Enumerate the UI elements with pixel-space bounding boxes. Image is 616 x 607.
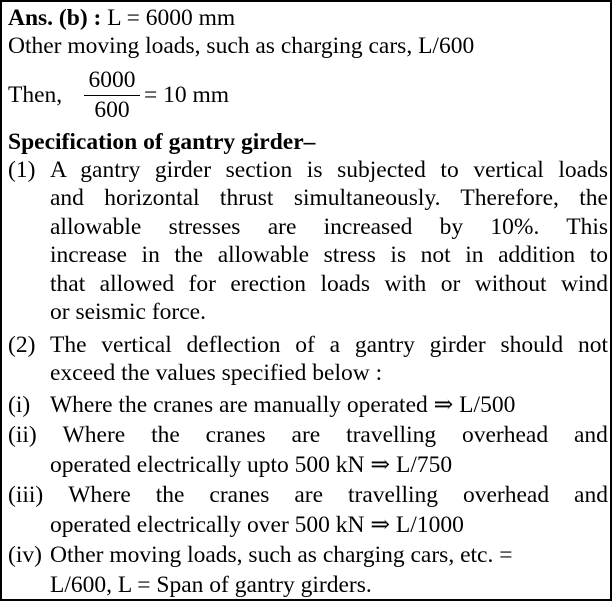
item-line: that allowed for erection loads with or without wind <box>50 270 608 297</box>
fraction-numerator: 6000 <box>88 67 136 93</box>
item-line-last: exceed the values specified below : <box>50 360 383 387</box>
item-line: The vertical deflection of a gantry girder should not <box>50 332 608 358</box>
subitem-line <box>8 421 608 449</box>
fraction <box>84 66 140 124</box>
subitem-ii <box>8 421 608 449</box>
word: travelling <box>346 422 437 448</box>
word: cranes <box>209 482 270 508</box>
answer-value: L = 6000 mm <box>107 5 236 31</box>
spec-item-2 <box>8 331 608 388</box>
subitem-text: Where the cranes are manually operated ⇒ L/500 <box>50 392 516 418</box>
item-line: increase in the allowable stress is not in addition to <box>50 242 608 269</box>
word: cranes <box>205 422 266 448</box>
item-line: and horizontal thrust simultaneously. Therefore, the <box>50 185 608 212</box>
word: the <box>155 482 185 508</box>
subitem-iv-line2: L/600, L = Span of gantry girders. <box>50 572 372 598</box>
calc-result: = 10 mm <box>144 82 230 108</box>
word: the <box>151 422 180 448</box>
fraction-denominator: 600 <box>94 97 130 123</box>
item-label: (2) <box>8 332 36 358</box>
word: Where <box>62 422 126 448</box>
subitem-label: (ii) <box>8 422 37 448</box>
other-loads-line: Other moving loads, such as charging cars, L/600 <box>8 33 475 59</box>
word: overhead <box>461 422 549 448</box>
subitem-label: (iv) <box>8 542 42 568</box>
subitem-label: (i) <box>8 392 31 418</box>
word: travelling <box>347 482 439 508</box>
subitem-i <box>8 391 608 419</box>
item-label: (1) <box>8 157 36 183</box>
word: and <box>574 482 608 508</box>
subitem-iii <box>8 481 608 509</box>
word: overhead <box>462 482 550 508</box>
answer-line <box>8 4 235 32</box>
subitem-line <box>8 481 608 509</box>
word: are <box>291 422 321 448</box>
item-line: A gantry girder section is subjected to vertical loads <box>50 157 608 183</box>
subitem-ii-line2: operated electrically upto 500 kN ⇒ L/750 <box>50 452 453 478</box>
subitem-text: Other moving loads, such as charging cars, etc. = <box>50 542 513 568</box>
section-heading: Specification of gantry girder– <box>8 129 316 155</box>
subitem-iv <box>8 541 608 569</box>
subitem-iii-line2: operated electrically over 500 kN ⇒ L/1000 <box>50 512 464 538</box>
spec-item-1 <box>8 156 608 326</box>
subitem-label: (iii) <box>8 482 44 508</box>
item-line: allowable stresses are increased by 10%. This <box>50 213 608 240</box>
word: and <box>573 422 608 448</box>
item-line-last: or seismic force. <box>50 298 206 325</box>
answer-label: Ans. (b) : <box>8 5 102 31</box>
word: are <box>294 482 324 508</box>
then-label: Then, <box>8 82 63 108</box>
word: Where <box>68 482 131 508</box>
